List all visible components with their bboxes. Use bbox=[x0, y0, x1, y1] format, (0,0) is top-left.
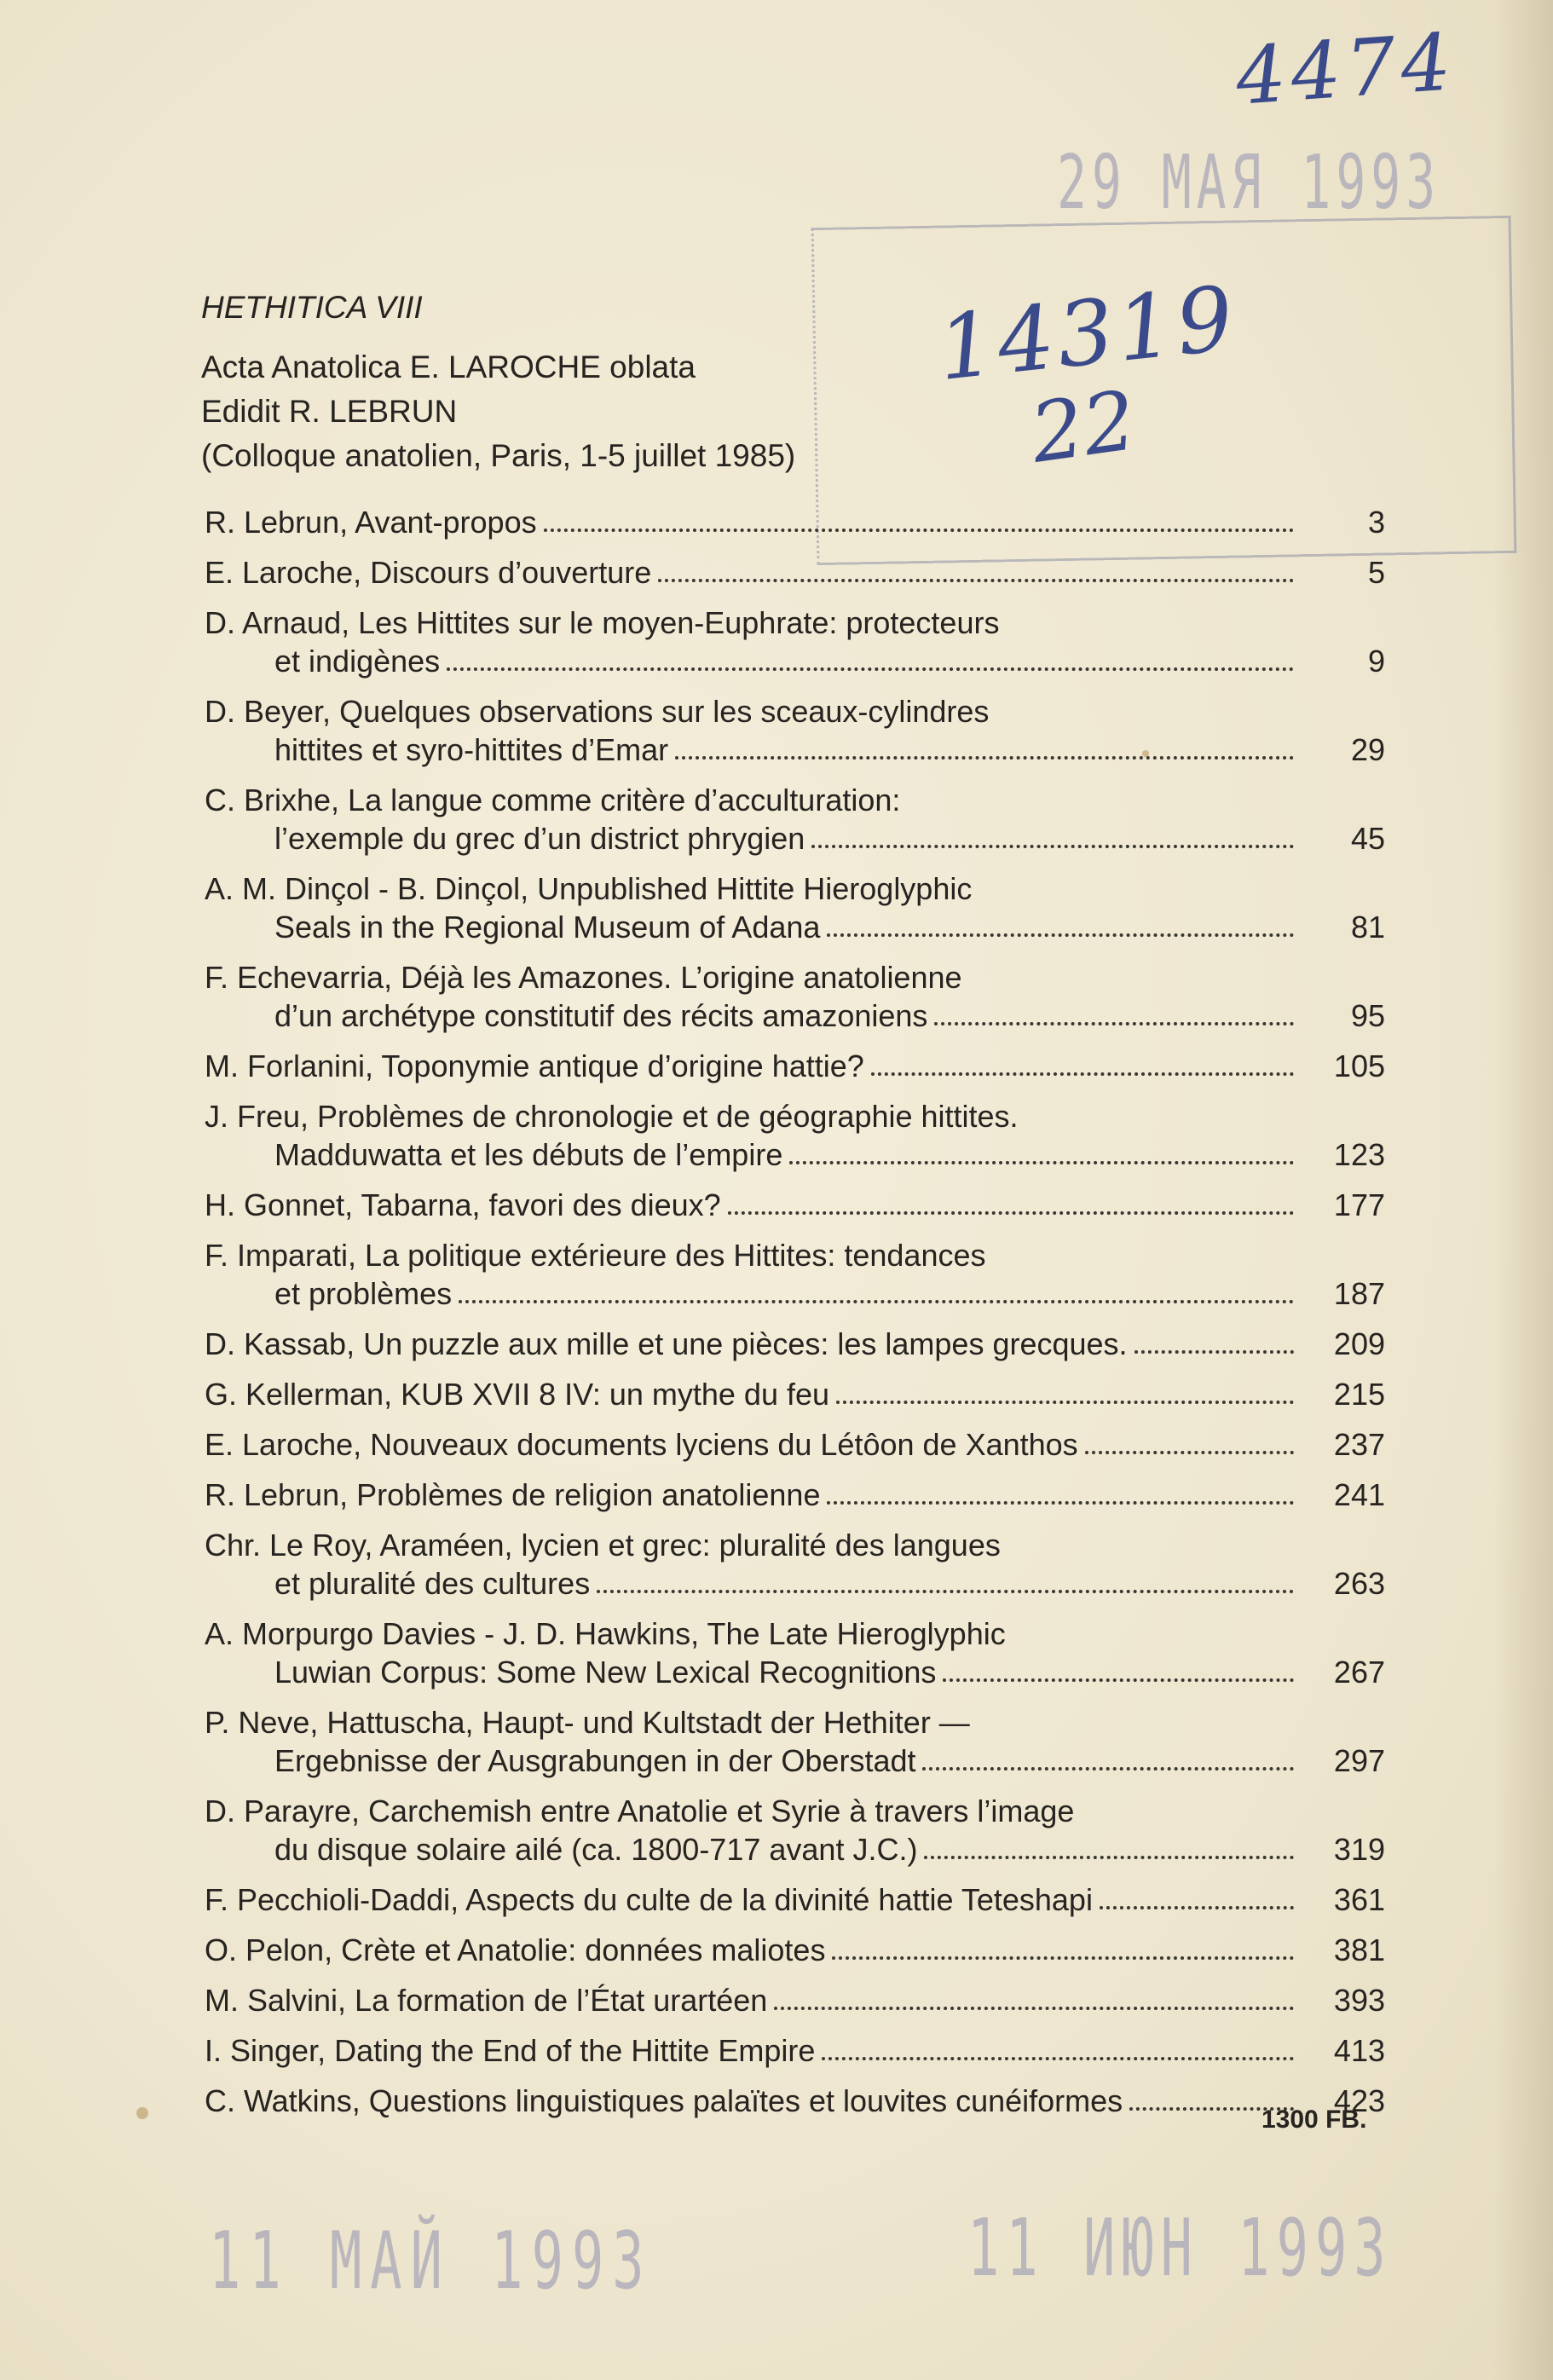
toc-entry-title-continued: Madduwatta et les débuts de l’empire bbox=[274, 1137, 783, 1172]
series-title: HETHITICA VIII bbox=[201, 290, 423, 325]
toc-entry-row bbox=[205, 1186, 1385, 1224]
toc-entry-row bbox=[205, 1047, 1385, 1085]
toc-entry-title-continued: hittites et syro-hittites d’Emar bbox=[274, 732, 669, 767]
editor-line: Edidit R. LEBRUN bbox=[201, 394, 458, 429]
toc-entry bbox=[205, 1325, 1385, 1363]
toc-page-number: 297 bbox=[1333, 1743, 1385, 1778]
toc-entry-row bbox=[205, 1830, 1385, 1869]
dot-leader bbox=[943, 1678, 1294, 1682]
toc-page-number: 123 bbox=[1333, 1137, 1385, 1172]
toc-entry-title: R. Lebrun, Avant-propos bbox=[205, 505, 537, 540]
handwritten-number-low: 22 bbox=[1025, 373, 1142, 482]
toc-page-number: 5 bbox=[1367, 555, 1385, 590]
toc-entry-row bbox=[205, 1135, 1385, 1174]
dot-leader bbox=[658, 579, 1294, 582]
toc-entry-title: M. Forlanini, Toponymie antique d’origine hattie? bbox=[205, 1048, 864, 1083]
dot-leader bbox=[1085, 1451, 1294, 1454]
date-stamp-top: 29 МАЯ 1993 bbox=[1057, 139, 1441, 226]
toc-entry-title: F. Imparati, La politique extérieure des Hittites: tendances bbox=[205, 1238, 986, 1273]
toc-entry-title: M. Salvini, La formation de l’État urartéen bbox=[205, 1983, 768, 2018]
toc-entry-title: D. Parayre, Carchemish entre Anatolie et Syrie à travers l’image bbox=[205, 1794, 1075, 1828]
toc-entry bbox=[205, 1375, 1385, 1413]
handwritten-number-mid: 14319 bbox=[932, 265, 1242, 401]
toc-entry-title-continued: et problèmes bbox=[274, 1276, 453, 1311]
dot-leader bbox=[827, 933, 1294, 937]
table-of-contents bbox=[205, 503, 1385, 2132]
toc-entry bbox=[205, 503, 1385, 541]
toc-entry-title: D. Kassab, Un puzzle aux mille et une pièces: les lampes grecques. bbox=[205, 1326, 1128, 1361]
toc-page-number: 423 bbox=[1333, 2083, 1385, 2118]
toc-entry-row bbox=[205, 553, 1385, 592]
toc-entry bbox=[205, 1981, 1385, 2019]
toc-entry bbox=[205, 1615, 1385, 1691]
toc-entry bbox=[205, 2031, 1385, 2070]
toc-entry bbox=[205, 1425, 1385, 1464]
toc-page-number: 81 bbox=[1350, 910, 1385, 944]
toc-entry-title: C. Brixhe, La langue comme critère d’acculturation: bbox=[205, 783, 901, 817]
toc-entry bbox=[205, 2082, 1385, 2120]
toc-entry bbox=[205, 958, 1385, 1035]
toc-entry bbox=[205, 1526, 1385, 1603]
toc-entry bbox=[205, 1476, 1385, 1514]
dot-leader bbox=[871, 1072, 1294, 1076]
toc-entry-title: A. Morpurgo Davies - J. D. Hawkins, The Late Hieroglyphic bbox=[205, 1616, 1006, 1651]
dot-leader bbox=[459, 1300, 1294, 1303]
toc-entry-row bbox=[205, 503, 1385, 541]
toc-entry bbox=[205, 1097, 1385, 1174]
toc-entry bbox=[205, 1047, 1385, 1085]
toc-entry-row bbox=[205, 642, 1385, 680]
toc-entry-row bbox=[205, 1931, 1385, 1969]
toc-entry-title: Chr. Le Roy, Araméen, lycien et grec: pluralité des langues bbox=[205, 1528, 1001, 1563]
colloquium-line: (Colloque anatolien, Paris, 1-5 juillet 1985) bbox=[201, 438, 796, 473]
toc-page-number: 187 bbox=[1333, 1276, 1385, 1311]
toc-entry-row bbox=[205, 1476, 1385, 1514]
toc-entry-row bbox=[205, 1653, 1385, 1691]
dot-leader bbox=[1100, 1906, 1294, 1909]
toc-page-number: 209 bbox=[1333, 1326, 1385, 1361]
toc-entry bbox=[205, 604, 1385, 680]
toc-entry bbox=[205, 692, 1385, 769]
toc-entry-row bbox=[205, 1274, 1385, 1313]
toc-page-number: 237 bbox=[1333, 1427, 1385, 1462]
toc-entry bbox=[205, 1880, 1385, 1919]
toc-entry-title: F. Pecchioli-Daddi, Aspects du culte de la divinité hattie Teteshapi bbox=[205, 1882, 1093, 1917]
dot-leader bbox=[774, 2007, 1294, 2010]
toc-entry bbox=[205, 1792, 1385, 1869]
toc-entry-title: D. Arnaud, Les Hittites sur le moyen-Euphrate: protecteurs bbox=[205, 605, 1000, 640]
toc-page-number: 241 bbox=[1333, 1477, 1385, 1512]
dot-leader bbox=[822, 2057, 1294, 2060]
toc-page-number: 95 bbox=[1350, 998, 1385, 1033]
toc-entry-row bbox=[205, 1742, 1385, 1780]
toc-entry-row bbox=[205, 996, 1385, 1035]
toc-entry bbox=[205, 869, 1385, 946]
toc-entry-row bbox=[205, 819, 1385, 858]
toc-entry-row bbox=[205, 731, 1385, 769]
toc-entry-title-continued: et indigènes bbox=[274, 644, 441, 679]
toc-page-number: 215 bbox=[1333, 1377, 1385, 1412]
dot-leader bbox=[934, 1022, 1294, 1025]
book-header bbox=[201, 290, 795, 482]
toc-entry-title: A. M. Dinçol - B. Dinçol, Unpublished Hittite Hieroglyphic bbox=[205, 871, 973, 906]
toc-entry-title: E. Laroche, Nouveaux documents lyciens du Létôon de Xanthos bbox=[205, 1427, 1078, 1462]
toc-entry-title-continued: du disque solaire ailé (ca. 1800-717 avant J.C.) bbox=[274, 1832, 918, 1867]
toc-entry-row bbox=[205, 1564, 1385, 1603]
dot-leader bbox=[836, 1401, 1294, 1404]
dot-leader bbox=[827, 1501, 1294, 1505]
toc-entry bbox=[205, 781, 1385, 858]
toc-entry-title-continued: d’un archétype constitutif des récits amazoniens bbox=[274, 998, 928, 1033]
toc-entry-title: D. Beyer, Quelques observations sur les sceaux-cylindres bbox=[205, 694, 990, 729]
toc-entry bbox=[205, 553, 1385, 592]
toc-entry-title-continued: l’exemple du grec d’un district phrygien bbox=[274, 821, 805, 856]
toc-entry-title: J. Freu, Problèmes de chronologie et de géographie hittites. bbox=[205, 1099, 1019, 1134]
toc-entry-row bbox=[205, 1880, 1385, 1919]
toc-entry-row bbox=[205, 2082, 1385, 2120]
dot-leader bbox=[447, 667, 1294, 671]
date-stamp-bottom-right: 11 ИЮН 1993 bbox=[967, 2200, 1393, 2295]
toc-page-number: 105 bbox=[1333, 1048, 1385, 1083]
handwritten-number-top: 4474 bbox=[1233, 16, 1459, 123]
toc-page-number: 381 bbox=[1333, 1932, 1385, 1967]
toc-page-number: 361 bbox=[1333, 1882, 1385, 1917]
toc-entry-title: O. Pelon, Crète et Anatolie: données maliotes bbox=[205, 1932, 826, 1967]
dot-leader bbox=[924, 1856, 1294, 1859]
dot-leader bbox=[789, 1161, 1294, 1164]
dot-leader bbox=[597, 1590, 1294, 1593]
toc-entry-row bbox=[205, 908, 1385, 946]
toc-entry-row bbox=[205, 1425, 1385, 1464]
toc-page-number: 267 bbox=[1333, 1655, 1385, 1690]
price-label: 1300 FB. bbox=[1261, 2106, 1367, 2134]
dot-leader bbox=[675, 756, 1294, 760]
toc-entry-title: H. Gonnet, Tabarna, favori des dieux? bbox=[205, 1187, 721, 1222]
toc-entry bbox=[205, 1703, 1385, 1780]
dot-leader bbox=[811, 845, 1294, 848]
toc-entry-row bbox=[205, 1375, 1385, 1413]
toc-entry bbox=[205, 1931, 1385, 1969]
toc-entry bbox=[205, 1236, 1385, 1313]
toc-entry-title: G. Kellerman, KUB XVII 8 IV: un mythe du feu bbox=[205, 1377, 830, 1412]
toc-page-number: 177 bbox=[1333, 1187, 1385, 1222]
toc-page-number: 413 bbox=[1333, 2033, 1385, 2068]
toc-page-number: 319 bbox=[1333, 1832, 1385, 1867]
toc-entry-title: P. Neve, Hattuscha, Haupt- und Kultstadt der Hethiter — bbox=[205, 1705, 970, 1740]
date-stamp-bottom-left: 11 МАЙ 1993 bbox=[209, 2213, 653, 2308]
toc-page-number: 45 bbox=[1350, 821, 1385, 856]
toc-page-number: 393 bbox=[1333, 1983, 1385, 2018]
toc-entry-title-continued: Luwian Corpus: Some New Lexical Recognitions bbox=[274, 1655, 937, 1690]
toc-entry-row bbox=[205, 1981, 1385, 2019]
toc-entry-title: E. Laroche, Discours d’ouverture bbox=[205, 555, 652, 590]
dot-leader bbox=[1134, 1350, 1294, 1354]
toc-entry-title-continued: et pluralité des cultures bbox=[274, 1566, 591, 1601]
dot-leader bbox=[832, 1956, 1294, 1960]
toc-entry-title-continued: Ergebnisse der Ausgrabungen in der Oberstadt bbox=[274, 1743, 916, 1778]
paper-stain bbox=[1142, 750, 1149, 757]
toc-page-number: 263 bbox=[1333, 1566, 1385, 1601]
subtitle: Acta Anatolica E. LAROCHE oblata bbox=[201, 349, 696, 384]
dot-leader bbox=[728, 1211, 1294, 1215]
toc-page-number: 3 bbox=[1367, 505, 1385, 540]
toc-entry-title-continued: Seals in the Regional Museum of Adana bbox=[274, 910, 821, 944]
toc-entry-title: I. Singer, Dating the End of the Hittite Empire bbox=[205, 2033, 816, 2068]
toc-page-number: 9 bbox=[1367, 644, 1385, 679]
dot-leader bbox=[544, 529, 1294, 532]
paper-stain bbox=[136, 2107, 148, 2119]
toc-entry-row bbox=[205, 1325, 1385, 1363]
toc-page-number: 29 bbox=[1350, 732, 1385, 767]
toc-entry bbox=[205, 1186, 1385, 1224]
toc-entry-title: F. Echevarria, Déjà les Amazones. L’origine anatolienne bbox=[205, 960, 962, 995]
toc-entry-row bbox=[205, 2031, 1385, 2070]
toc-entry-title: R. Lebrun, Problèmes de religion anatolienne bbox=[205, 1477, 821, 1512]
dot-leader bbox=[922, 1767, 1294, 1771]
toc-entry-title: C. Watkins, Questions linguistiques palaïtes et louvites cunéiformes bbox=[205, 2083, 1123, 2118]
